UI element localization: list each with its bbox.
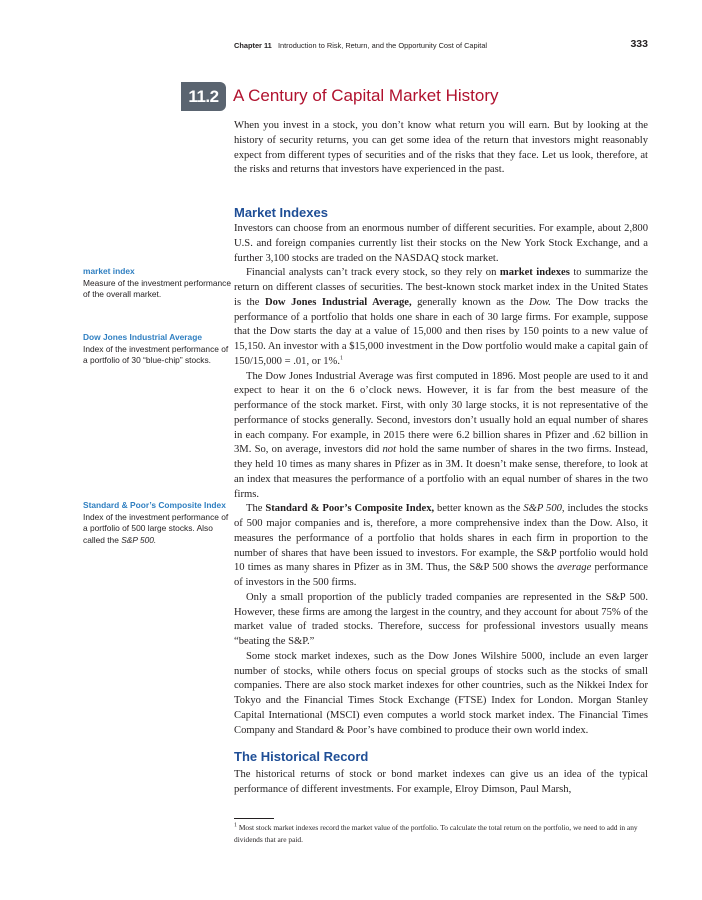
section-title: A Century of Capital Market History bbox=[233, 86, 499, 105]
chapter-title: Introduction to Risk, Return, and the Opportunity Cost of Capital bbox=[277, 41, 488, 50]
footnote-ref: 1 bbox=[340, 355, 344, 362]
footnote-text: Most stock market indexes record the market value of the portfolio. To calculate the total return on the portfolio, we need to add in any dividends that are paid. bbox=[234, 823, 638, 845]
historical-record-body bbox=[234, 768, 648, 798]
margin-definition: Index of the investment performance of a portfolio of 30 “blue-chip” stocks. bbox=[83, 343, 229, 365]
page-number: 333 bbox=[630, 38, 648, 50]
footnote bbox=[234, 822, 648, 846]
margin-definition: Index of the investment performance of a portfolio of 500 large stocks. Also called the S&P 500. bbox=[83, 511, 229, 545]
key-term: Standard & Poor’s Composite Index, bbox=[265, 503, 435, 515]
key-term: Dow Jones Industrial Average, bbox=[264, 296, 412, 308]
margin-term: Dow Jones Industrial Average bbox=[83, 332, 202, 342]
intro-paragraph bbox=[234, 119, 648, 178]
margin-definition: Measure of the investment performance of the overall market. bbox=[83, 277, 232, 299]
paragraph: The Dow Jones Industrial Average was first computed in 1896. Most people are used to it and expect to hear it on the 6 o’clock news. However, it is far from the best measure of the performance of the stock market. First, with only 30 large stocks, it is not representative of the performance of stocks generally. Second, investors don’t usually hold an equal number of shares in each company. For example, in 2015 there were 6.2 billion shares in Pfizer and .62 billion in 3M. So, on average, investors did not hold the same number of shares in the two firms. Instead, they held 10 times as many shares in Pfizer as in 3M. It doesn’t make sense, therefore, to look at an index that measures the performance of a portfolio with an equal number of shares in the two firms. bbox=[234, 370, 648, 500]
historical-record-heading: The Historical Record bbox=[234, 749, 369, 764]
market-indexes-heading: Market Indexes bbox=[234, 205, 328, 220]
footnote-number: 1 bbox=[234, 822, 237, 829]
paragraph: Some stock market indexes, such as the Dow Jones Wilshire 5000, include an even larger number of stocks, while others focus on special groups of stocks such as the stocks of small companies. There are also stock market indexes for other countries, such as the Nikkei Index for Tokyo and the Financial Times Stock Exchange (FTSE) Index for London. Morgan Stanley Capital International (MSCI) even computes a world stock market index. The Financial Times Company and Standard & Poor’s have combined to produce their own world index. bbox=[234, 650, 648, 736]
paragraph: Investors can choose from an enormous number of different securities. For example, about 2,800 U.S. and foreign companies currently list their stocks on the New York Stock Exchange, and a further 3,100 stocks are traded on the NASDAQ stock market. bbox=[234, 223, 648, 264]
paragraph: Financial analysts can’t track every stock, so they rely on market indexes to summarize the return on different classes of securities. The best-known stock market index in the United States is the Dow Jones Industrial Average, generally known as the Dow. The Dow tracks the performance of a portfolio that holds one share in each of 30 large firms. For example, suppose that the Dow starts the day at a value of 15,000 and then rises by 150 points to a new value of 15,150. An investor with a $15,000 investment in the Dow portfolio would make a capital gain of 150/15,000 = .01, or 1%.$^1$ bbox=[234, 267, 649, 367]
running-header bbox=[234, 38, 648, 54]
paragraph: The Standard & Poor’s Composite Index, better known as the S&P 500, includes the stocks of 500 major companies and is, therefore, a more comprehensive index than the Dow. Also, it measures the performance of a portfolio that holds shares in each firm in proportion to the number of shares that have been issued to investors. For example, the S&P portfolio would hold 10 times as many shares in Pfizer as in 3M. Thus, the S&P 500 shows the average performance of investors in the 500 firms. bbox=[234, 503, 649, 588]
margin-term: market index bbox=[83, 266, 135, 276]
intro-text: When you invest in a stock, you don’t know what return you will earn. But by looking at the history of security returns, you can get some idea of the return that investors might reasonably expect from different types of securities and of the risks that they face. Let us look, therefore, at the risks and returns that investors have experienced in the past. bbox=[234, 120, 648, 176]
chapter-heading bbox=[234, 41, 487, 50]
margin-note-dow bbox=[83, 332, 233, 367]
paragraph: The historical returns of stock or bond market indexes can give us an idea of the typical performance of different investments. For example, Elroy Dimson, Paul Marsh, bbox=[234, 769, 648, 795]
market-indexes-body bbox=[234, 222, 648, 738]
margin-term: Standard & Poor’s Composite Index bbox=[83, 500, 226, 510]
margin-note-sp500 bbox=[83, 500, 233, 546]
key-term: market indexes bbox=[499, 267, 570, 279]
chapter-label: Chapter 11 bbox=[234, 41, 272, 50]
paragraph: Only a small proportion of the publicly traded companies are represented in the S&P 500. However, these firms are among the largest in the country, and they account for about 75% of the market value of traded stocks. Therefore, success for professional investors usually means “beating the S&P.” bbox=[234, 591, 648, 647]
footnote-rule bbox=[234, 818, 274, 819]
section-number-badge: 11.2 bbox=[181, 82, 226, 111]
margin-note-market-index bbox=[83, 266, 233, 301]
